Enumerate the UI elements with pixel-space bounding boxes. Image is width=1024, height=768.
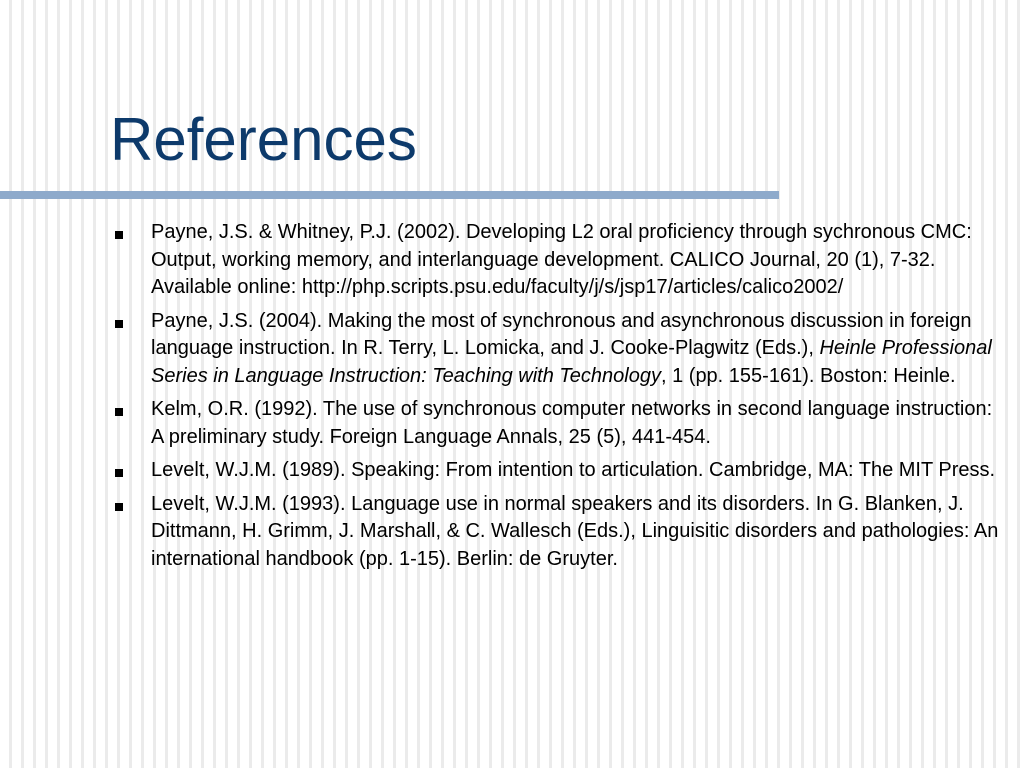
slide-title: References bbox=[110, 106, 417, 173]
reference-item bbox=[0, 491, 1024, 574]
square-bullet-icon bbox=[115, 503, 123, 511]
reference-text-segment: Payne, J.S. & Whitney, P.J. (2002). Developing L2 oral proficiency through sychronous CMC: Output, working memory, and interlanguage development. CALICO Journal, 20 (1), 7-32. Available online: http://php.scripts.psu.edu/faculty/j/s/jsp17/articles/calico2002/ bbox=[151, 221, 972, 298]
title-divider bbox=[0, 191, 779, 199]
reference-text-segment: , 1 (pp. 155-161). Boston: Heinle. bbox=[660, 364, 956, 387]
reference-text-segment: Levelt, W.J.M. (1993). Language use in normal speakers and its disorders. In G. Blanken, J. Dittmann, H. Grimm, J. Marshall, & C. Wallesch (Eds.), Linguisitic disorders and pathologies: An international handbook (pp. 1-15). Berlin: de Gruyter. bbox=[151, 492, 999, 570]
reference-text bbox=[151, 221, 972, 298]
reference-text bbox=[151, 493, 998, 570]
reference-item bbox=[0, 219, 1024, 302]
reference-text-segment: Kelm, O.R. (1992). The use of synchronous computer networks in second language instruction: A preliminary study. Foreign Language Annals, 25 (5), 441-454. bbox=[151, 398, 993, 448]
reference-item bbox=[0, 308, 1024, 391]
square-bullet-icon bbox=[115, 408, 123, 416]
reference-text bbox=[151, 310, 992, 387]
reference-list bbox=[0, 219, 1024, 579]
reference-text bbox=[151, 398, 992, 448]
reference-text-segment: Payne, J.S. (2004). Making the most of synchronous and asynchronous discussion in foreign language instruction. In R. Terry, L. Lomicka, and J. Cooke-Plagwitz (Eds.), bbox=[151, 309, 972, 359]
square-bullet-icon bbox=[115, 469, 123, 477]
reference-text bbox=[151, 459, 995, 481]
reference-item bbox=[0, 396, 1024, 451]
reference-book-title: Heinle Professional Series in Language Instruction: Teaching with Technology bbox=[151, 337, 992, 387]
reference-text-segment: Levelt, W.J.M. (1989). Speaking: From intention to articulation. Cambridge, MA: The MIT Press. bbox=[151, 459, 996, 481]
square-bullet-icon bbox=[115, 320, 123, 328]
reference-item bbox=[0, 457, 1024, 485]
square-bullet-icon bbox=[115, 231, 123, 239]
